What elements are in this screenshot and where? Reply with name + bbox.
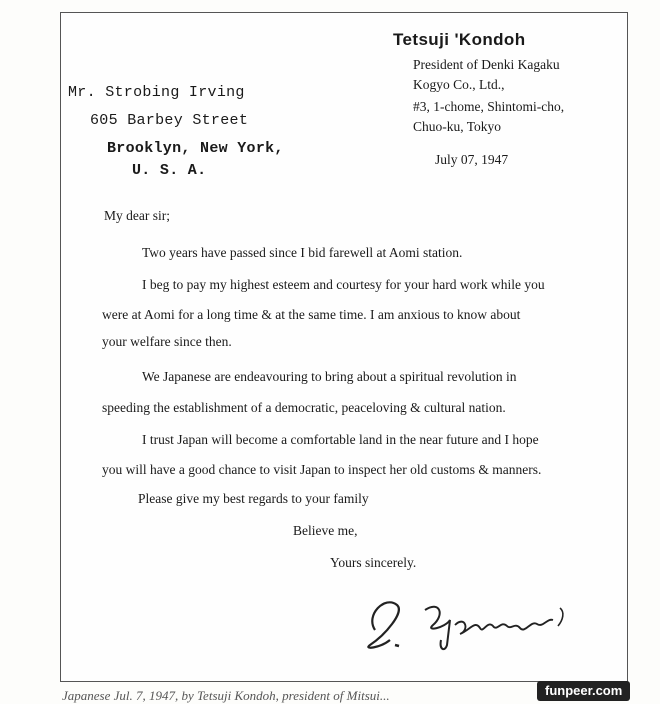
closing-sincerely: Yours sincerely.	[330, 555, 417, 570]
photo-caption: Japanese Jul. 7, 1947, by Tetsuji Kondoh, president of Mitsui...	[62, 688, 390, 703]
paragraph-2-line-1: I beg to pay my highest esteem and courtesy for your hard work while you	[142, 277, 545, 292]
paragraph-3-line-1: We Japanese are endeavouring to bring about a spiritual revolution in	[142, 369, 517, 384]
recipient-country: U. S. A.	[132, 162, 207, 179]
letter-date: July 07, 1947	[435, 152, 509, 167]
paragraph-1: Two years have passed since I bid farewell at Aomi station.	[142, 245, 463, 260]
handwritten-signature	[355, 590, 585, 660]
recipient-name: Mr. Strobing Irving	[68, 84, 245, 101]
paragraph-3-line-2: speeding the establishment of a democratic, peaceloving & cultural nation.	[102, 400, 506, 415]
closing-believe: Believe me,	[293, 523, 358, 538]
watermark-badge: funpeer.com	[537, 681, 630, 701]
recipient-street: 605 Barbey Street	[90, 112, 249, 129]
paragraph-4-line-1: I trust Japan will become a comfortable land in the near future and I hope	[142, 432, 539, 447]
sender-company: Kogyo Co., Ltd.,	[413, 77, 505, 92]
paragraph-2-line-3: your welfare since then.	[102, 334, 232, 349]
paragraph-5: Please give my best regards to your family	[138, 491, 369, 506]
sender-address-2: Chuo-ku, Tokyo	[413, 119, 502, 134]
paragraph-4-line-2: you will have a good chance to visit Japan to inspect her old customs & manners.	[102, 462, 542, 477]
sender-title: President of Denki Kagaku	[413, 57, 560, 72]
sender-address-1: #3, 1-chome, Shintomi-cho,	[413, 99, 565, 114]
recipient-city: Brooklyn, New York,	[107, 140, 284, 157]
sender-name: Tetsuji 'Kondoh	[393, 30, 526, 49]
paragraph-2-line-2: were at Aomi for a long time & at the same time. I am anxious to know about	[102, 307, 521, 322]
salutation: My dear sir;	[104, 208, 170, 223]
